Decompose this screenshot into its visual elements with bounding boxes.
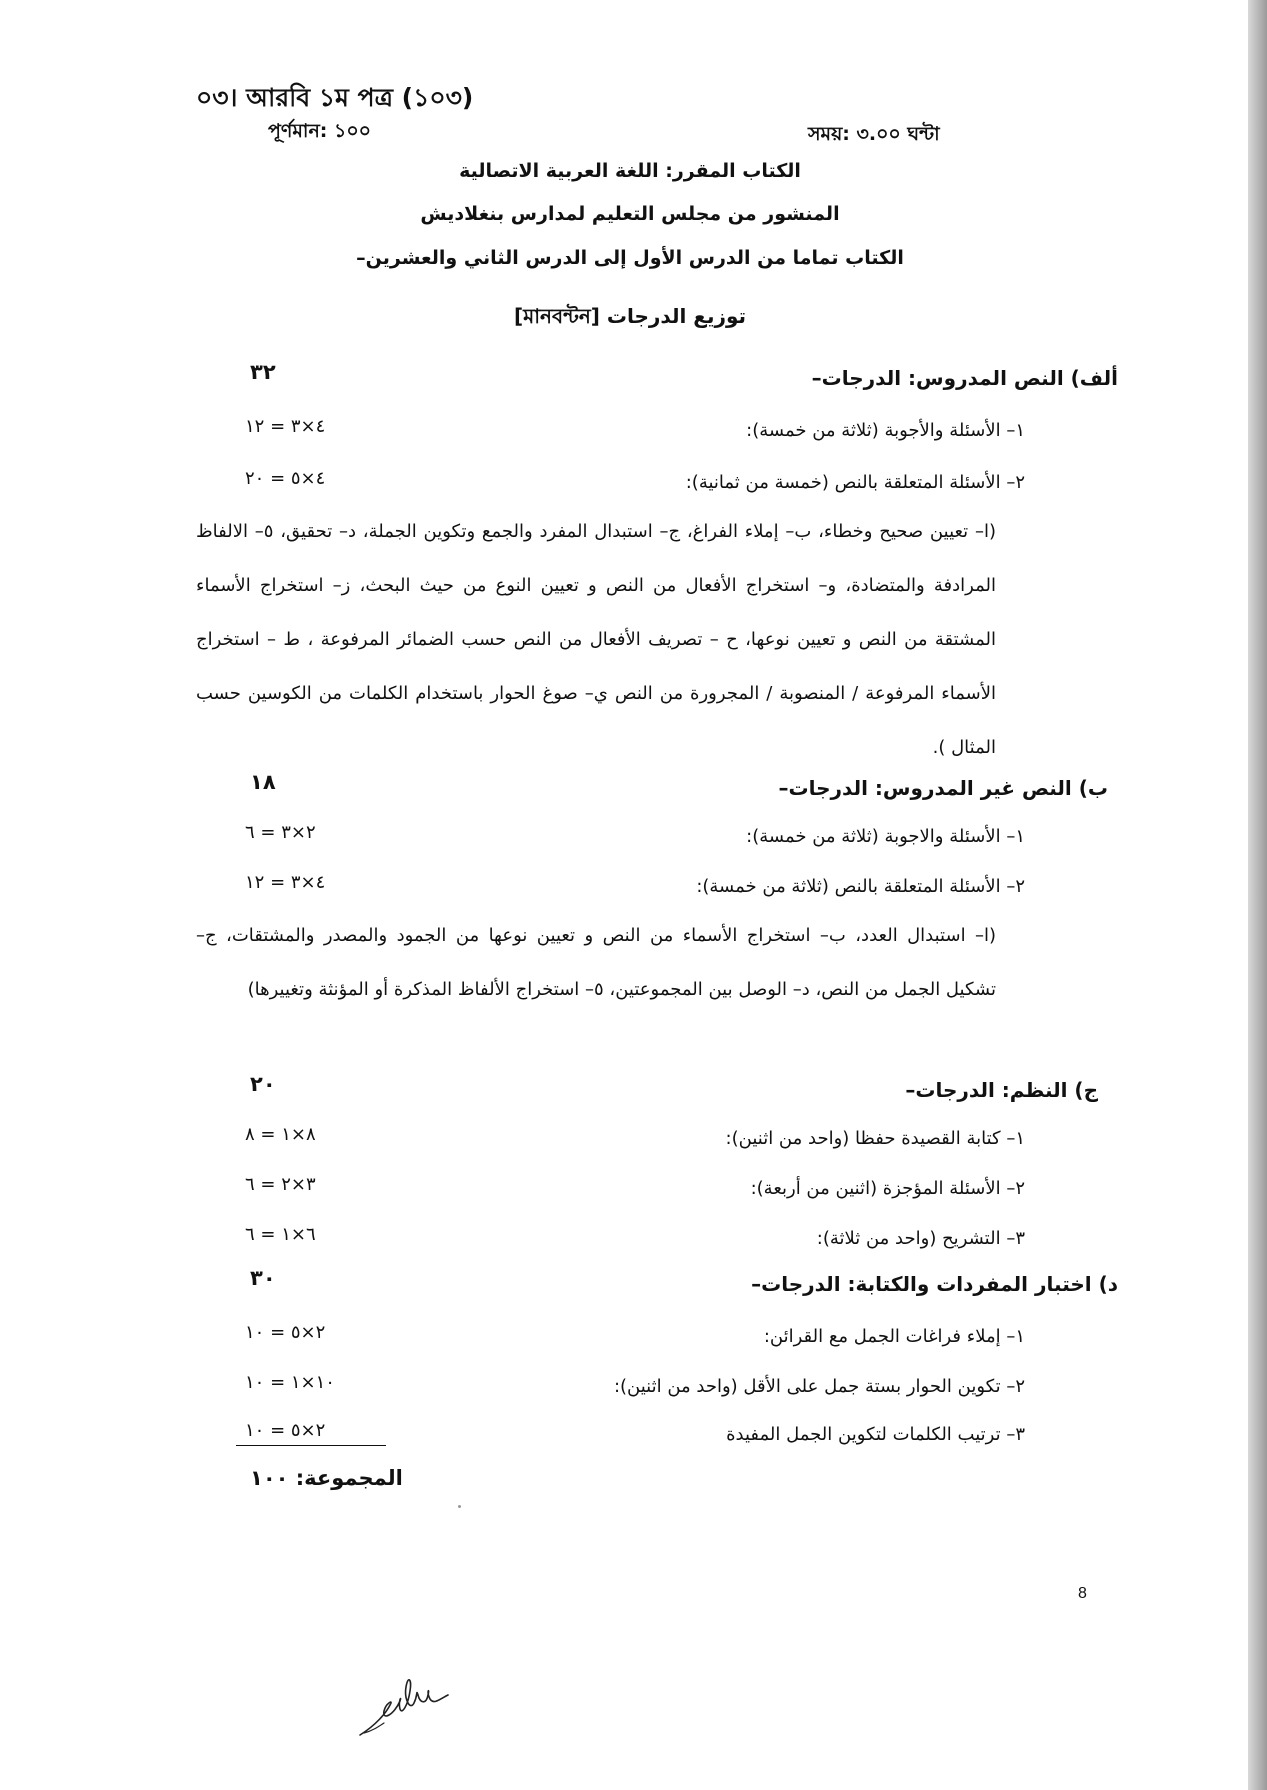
section-d-heading: د) اختبار المفردات والكتابة: الدرجات– (751, 1272, 1118, 1296)
section-a-item-2: ٢– الأسئلة المتعلقة بالنص (خمسة من ثمانية): (685, 472, 1025, 493)
section-d-total: ٣٠ (250, 1266, 276, 1290)
section-c-item-1-marks: ٨×١ = ٨ (245, 1124, 316, 1145)
book-line-2: المنشور من مجلس التعليم لمدارس بنغلاديش (420, 203, 840, 225)
section-b-item-2: ٢– الأسئلة المتعلقة بالنص (ثلاثة من خمسة): (696, 876, 1025, 897)
section-b-item-2-marks: ٤×٣ = ١٢ (245, 872, 326, 893)
book-line-3: الكتاب تماما من الدرس الأول إلى الدرس الثاني والعشرين– (356, 247, 904, 269)
grand-total: المجموعة: ١٠٠ (250, 1466, 403, 1490)
exam-time: সময়: ৩.০০ ঘন্টা (808, 123, 940, 145)
handwritten-signature-icon (356, 1665, 456, 1745)
section-b-item-1: ١– الأسئلة والاجوبة (ثلاثة من خمسة): (746, 826, 1025, 847)
section-d-item-3: ٣– ترتيب الكلمات لتكوين الجمل المفيدة (726, 1424, 1025, 1445)
section-d-item-3-marks: ٢×٥ = ١٠ (245, 1420, 326, 1441)
total-divider (236, 1445, 386, 1446)
section-c-total: ٢٠ (250, 1072, 276, 1096)
section-c-item-3: ٣– التشريح (واحد من ثلاثة): (816, 1228, 1025, 1249)
section-d-item-1-marks: ٢×٥ = ١٠ (245, 1322, 326, 1343)
section-a-item-1-marks: ٤×٣ = ١٢ (245, 416, 326, 437)
section-c-item-2: ٢– الأسئلة المؤجزة (اثنين من أربعة): (750, 1178, 1025, 1199)
book-line-1: الكتاب المقرر: اللغة العربية الاتصالية (459, 160, 801, 182)
full-marks: পূর্ণমান: ১০০ (268, 120, 372, 142)
section-a-item-1: ١– الأسئلة والأجوبة (ثلاثة من خمسة): (746, 420, 1025, 441)
section-b-details: (ا– استبدال العدد، ب– استخراج الأسماء من النص و تعيين نوعها من الجمود والمصدر والمشتقات، ج– تشكيل الجمل من النص، د– الوصل بين المجموعتين، ٥– استخراج الألفاظ المذكرة أو المؤنثة وتغييرها) (196, 925, 996, 1000)
section-c-item-3-marks: ٦×١ = ٦ (245, 1224, 316, 1245)
section-b-total: ١٨ (250, 770, 276, 794)
section-b-heading: ب) النص غير المدروس: الدرجات– (778, 776, 1108, 800)
section-a-heading: ألف) النص المدروس: الدرجات– (811, 366, 1118, 390)
section-d-item-2-marks: ١٠×١ = ١٠ (245, 1372, 335, 1393)
section-c-item-1: ١– كتابة القصيدة حفظا (واحد من اثنين): (725, 1128, 1025, 1149)
section-d-item-1: ١– إملاء فراغات الجمل مع القرائن: (763, 1326, 1025, 1347)
section-c-item-2-marks: ٣×٢ = ٦ (245, 1174, 316, 1195)
distribution-heading: توزيع الدرجات [মানবন্টন] (513, 304, 747, 328)
section-d-item-2: ٢– تكوين الحوار بستة جمل على الأقل (واحد من اثنين): (613, 1376, 1025, 1397)
scan-speck (458, 1505, 461, 1508)
scan-edge (1248, 0, 1267, 1790)
section-a-item-2-marks: ٤×٥ = ٢٠ (245, 468, 326, 489)
section-a-total: ٣٢ (250, 360, 276, 384)
section-a-details: (ا– تعيين صحيح وخطاء، ب– إملاء الفراغ، ج– استبدال المفرد والجمع وتكوين الجملة، د– تحقيق، ٥– الالفاظ المرادفة والمتضادة، و– استخراج الأفعال من النص و تعيين النوع من حيث البحث، ز– استخراج الأسماء المشتقة من النص و تعيين نوعها، ح – تصريف الأفعال من النص حسب الضمائر المرفوعة ، ط – استخراج الأسماء المرفوعة / المنصوبة / المجرورة من النص ي– صوغ الحوار باستخدام الكلمات من الكوسين حسب المثال ). (196, 521, 996, 758)
page-number: 8 (1078, 1585, 1087, 1602)
section-c-heading: ج) النظم: الدرجات– (905, 1078, 1098, 1102)
page-title: ০৩। আরবি ১ম পত্র (১০৩) (196, 83, 474, 112)
section-b-item-1-marks: ٢×٣ = ٦ (245, 822, 316, 843)
